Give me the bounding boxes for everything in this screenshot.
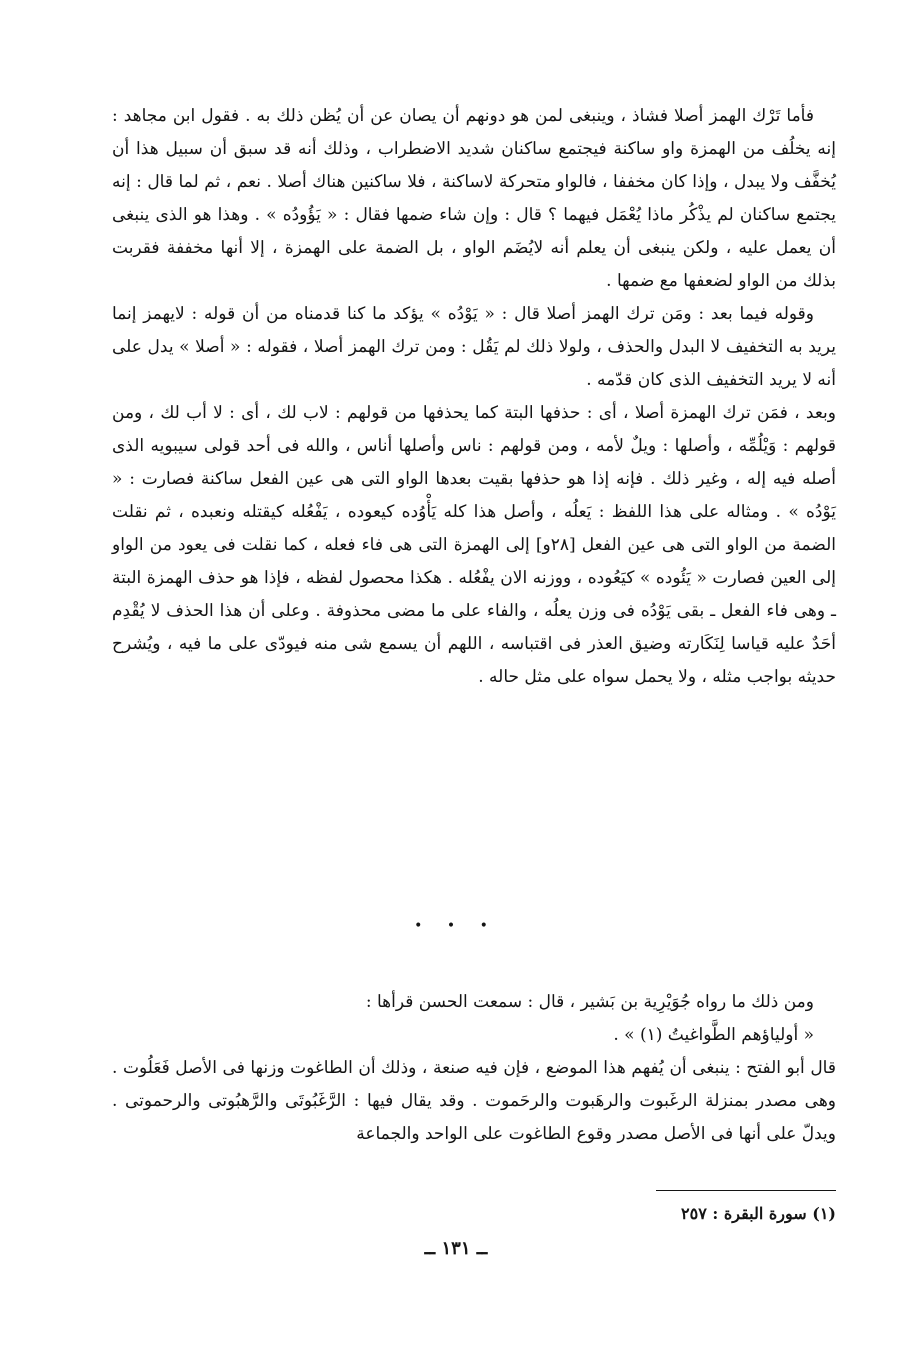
quote-intro: ومن ذلك ما رواه جُوَيْرِية بن بَشير ، قال : سمعت الحسن قرأها : (365, 992, 814, 1012)
paragraph-later-saying: وقوله فيما بعد : ومَن ترك الهمز أصلا قال : « يَوْدُه » يؤكد ما كنا قدمناه من أن قوله : لايهمز إنما يريد به التخفيف لا البدل والحذف ، ولولا ذلك لم يَقُل : ومن ترك الهمز أصلا ، فقوله : « أصلا » يدل على أنه لا يريد التخفيف الذى كان قدّمه . (112, 304, 836, 390)
page-number: ــ ١٣١ ــ (424, 1238, 488, 1259)
paragraph-hamz-omission: فأما تَرْك الهمز أصلا فشاذ ، وينبغى لمن هو دونهم أن يصان عن أن يُظن ذلك به . فقول ابن مجاهد : إنه يخلُف من الهمزة واو ساكنة فيجتمع ساكنان شديد الاضطراب ، وذلك أنه قد سبق أن سبيل هذا أن يُخفَّف ولا يبدل ، وإذا كان مخففا ، فالواو متحركة لاساكنة ، فلا ساكنين هناك أصلا . نعم ، ثم لما قال : إنه يجتمع ساكنان لم يذْكُر ماذا يُعْمَل فيهما ؟ قال : وإن شاء ضمها فقال : « يَؤُودُه » . وهذا هو الذى ينبغى أن يعمل عليه ، ولكن ينبغى أن يعلم أنه لايُضَم الواو ، بل الضمة على الهمزة ، إلا أنها مخففة فقربت بذلك من الواو لضعفها مع ضمها . (112, 106, 836, 291)
footnote-divider (656, 1190, 836, 1191)
section-separator: • • • (414, 918, 498, 934)
quran-quote: « أولياؤهم الطَّواغيتُ (١) » . (613, 1025, 814, 1045)
paragraph-complete-omission: وبعد ، فمَن ترك الهمزة أصلا ، أى : حذفها البتة كما يحذفها من قولهم : لاب لك ، أى : لا أب لك ، ومن قولهم : وَيْلُمِّه ، وأصلها : ويلٌ لأمه ، ومن قولهم : ناس وأصلها أناس ، والله فى أحد قولى سيبويه الذى أصله فيه إله ، وغير ذلك . فإنه إذا هو حذفها بقيت بعدها الواو التى هى عين الفعل ساكنة فصارت : « يَوْدُه » . ومثاله على هذا اللفظ : يَعلُه ، وأصل هذا كله يَأْوُده كيعوده ، يَفْعُله كيقتله ونعبده ، ثم نقلت الضمة من الواو التى هى عين الفعل [٢٨و] إلى الهمزة التى هى فاء فعله ، كما نقلت فى يعود من الواو إلى العين فصارت « يَئُوده » كيَعُوده ، ووزنه الان يفْعُله . هكذا محصول لفظه ، فإذا هو حذف الهمزة البتة ـ وهى فاء الفعل ـ بقى يَوْدُه فى وزن يعلُه ، والفاء على ما مضى محذوفة . وعلى أن هذا الحذف لا يُقْدِم أحَدٌ عليه قياسا لِنَكَارته وضيق العذر فى اقتباسه ، اللهم أن يسمع شى منه فيودّى على ما فيه ، ويُشرح حديثه بواجب مثله ، ولا يحمل سواه على مثل حاله . (112, 403, 836, 687)
second-text-block (112, 986, 836, 1151)
paragraph-abu-al-fath: قال أبو الفتح : ينبغى أن يُفهم هذا الموضع ، فإن فيه صنعة ، وذلك أن الطاغوت وزنها فى الأصل فَعَلُوت . وهى مصدر بمنزلة الرغَبوت والرهَبوت والرحَموت . وقد يقال فيها : الرَّغَبُوتَى والرَّهبُوتى والرحموتى . ويدلّ على أنها فى الأصل مصدر وقوع الطاغوت على الواحد والجماعة (112, 1058, 836, 1144)
main-text-block (112, 100, 836, 694)
footnote: (١) سورة البقرة : ٢٥٧ (681, 1204, 836, 1223)
